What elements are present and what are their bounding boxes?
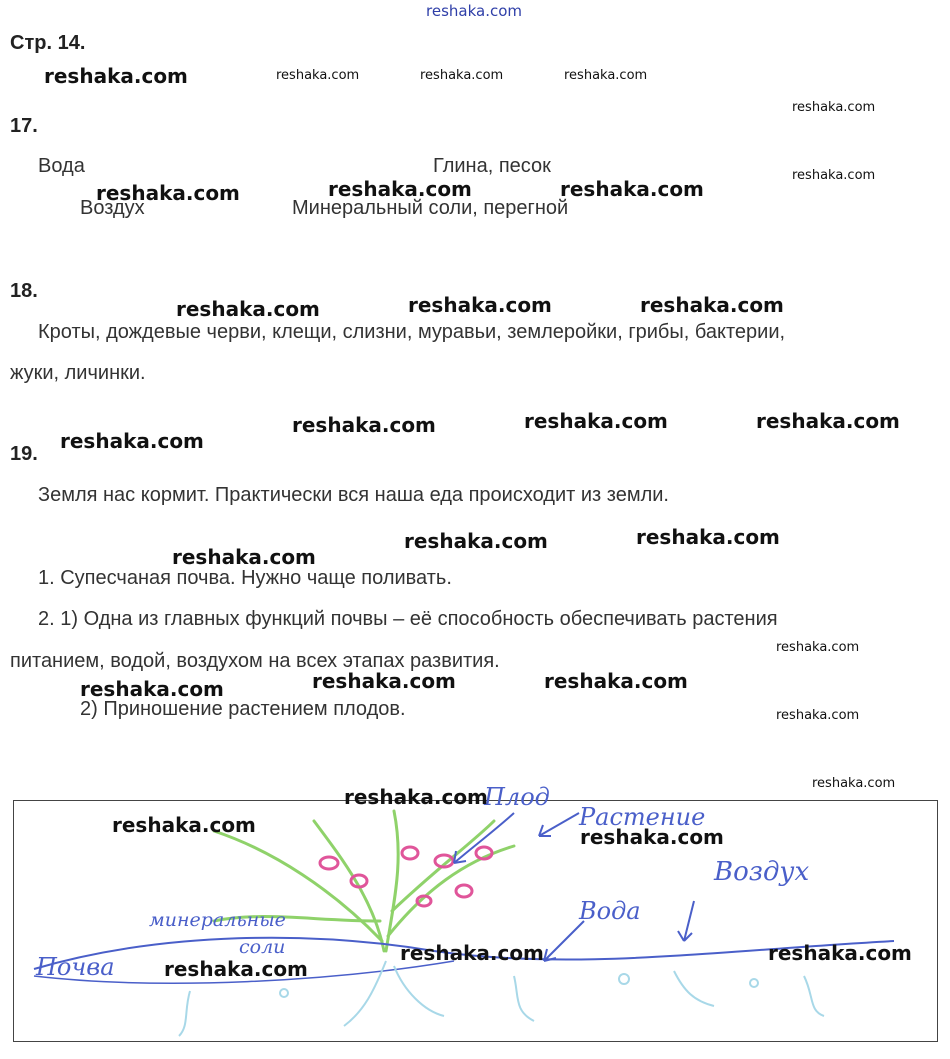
- watermark: reshaka.com: [292, 413, 436, 437]
- task-17-number: 17.: [10, 115, 38, 137]
- watermark: reshaka.com: [408, 293, 552, 317]
- watermark: reshaka.com: [80, 677, 224, 701]
- watermark: reshaka.com: [176, 297, 320, 321]
- watermark: reshaka.com: [44, 64, 188, 88]
- label-minerals-line-1: минеральные: [149, 909, 286, 931]
- watermark: reshaka.com: [344, 785, 488, 809]
- watermark: reshaka.com: [776, 640, 860, 655]
- watermark: reshaka.com: [560, 177, 704, 201]
- watermark: reshaka.com: [404, 529, 548, 553]
- task-18-line-1: Кроты, дождевые черви, клещи, слизни, муравьи, землеройки, грибы, бактерии,: [38, 321, 786, 343]
- watermark: reshaka.com: [96, 181, 240, 205]
- top-watermark: reshaka.com: [426, 2, 522, 20]
- watermark: reshaka.com: [768, 941, 912, 965]
- task-18-number: 18.: [10, 280, 38, 302]
- watermark: reshaka.com: [328, 177, 472, 201]
- watermark: reshaka.com: [60, 429, 204, 453]
- task-18-line-2: жуки, личинки.: [10, 362, 146, 384]
- task-17-item-air: Воздух: [80, 197, 145, 219]
- watermark: reshaka.com: [776, 708, 860, 723]
- page-heading: Стр. 14.: [10, 32, 86, 54]
- task-17-item-minerals: Минеральный соли, перегной: [292, 197, 569, 219]
- task-19-answer-2-sub: 2) Приношение растением плодов.: [80, 698, 406, 720]
- watermark: reshaka.com: [276, 68, 360, 83]
- watermark: reshaka.com: [544, 669, 688, 693]
- watermark: reshaka.com: [564, 68, 648, 83]
- watermark: reshaka.com: [164, 957, 308, 981]
- task-19-answer-2-line-1: 2. 1) Одна из главных функций почвы – её способность обеспечивать растения: [38, 608, 778, 630]
- label-minerals-line-2: соли: [239, 936, 286, 958]
- label-plant: Растение: [579, 803, 706, 831]
- task-19-intro: Земля нас кормит. Практически вся наша еда происходит из земли.: [38, 484, 669, 506]
- task-17-item-water: Вода: [38, 155, 85, 177]
- label-soil: Почва: [36, 953, 115, 981]
- label-fruit: Плод: [484, 783, 550, 811]
- watermark: reshaka.com: [640, 293, 784, 317]
- watermark: reshaka.com: [636, 525, 780, 549]
- task-19-number: 19.: [10, 443, 38, 465]
- watermark: reshaka.com: [792, 168, 876, 183]
- watermark: reshaka.com: [112, 813, 256, 837]
- watermark: reshaka.com: [172, 545, 316, 569]
- task-19-answer-1: 1. Супесчаная почва. Нужно чаще поливать.: [38, 567, 452, 589]
- watermark: reshaka.com: [756, 409, 900, 433]
- watermark: reshaka.com: [420, 68, 504, 83]
- label-air: Воздух: [714, 857, 810, 887]
- task-17-item-clay: Глина, песок: [433, 155, 551, 177]
- watermark: reshaka.com: [524, 409, 668, 433]
- label-water: Вода: [579, 897, 641, 925]
- watermark: reshaka.com: [792, 100, 876, 115]
- watermark: reshaka.com: [400, 941, 544, 965]
- watermark: reshaka.com: [812, 776, 896, 791]
- task-19-answer-2-line-2: питанием, водой, воздухом на всех этапах развития.: [10, 650, 500, 672]
- watermark: reshaka.com: [580, 825, 724, 849]
- watermark: reshaka.com: [312, 669, 456, 693]
